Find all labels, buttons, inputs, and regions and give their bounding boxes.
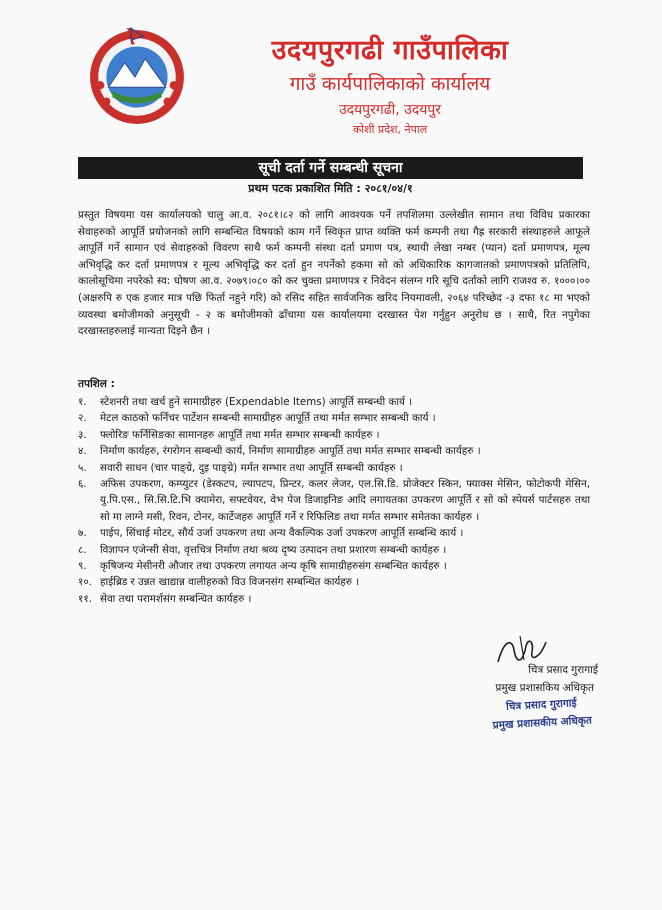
notice-title: सूची दर्ता गर्ने सम्बन्धी सूचना bbox=[78, 157, 583, 179]
office-province: कोशी प्रदेश, नेपाल bbox=[352, 123, 428, 136]
item-number: ८. bbox=[78, 543, 87, 556]
item-text: निर्माण कार्यहरु, रंगरोगन सम्बन्धी कार्य, निर्माण सामाग्रीहरु आपूर्ति तथा मर्मत सम्भार सम्बन्धी कार्यहरु । bbox=[100, 445, 481, 458]
items-list bbox=[78, 394, 590, 607]
signatory-title: प्रमुख प्रशासकिय अधिकृत bbox=[495, 682, 594, 694]
list-item bbox=[78, 460, 590, 476]
item-text: सवारी साधन (चार पाङ्ग्रे, दुइ पाङ्ग्रे) मर्मत सम्भार तथा आपूर्ति सम्बन्धी कार्यहरु । bbox=[100, 461, 403, 474]
item-number: २. bbox=[78, 412, 87, 425]
stamp-title: प्रमुख प्रशासकीय अधिकृत bbox=[492, 714, 593, 732]
item-text: कृषिजन्य मेसीनरी औजार तथा उपकरण लगायत अन्य कृषि सामाग्रीहरुसंग सम्बन्धित कार्यहरु । bbox=[100, 560, 447, 573]
item-number: ३. bbox=[78, 428, 87, 441]
item-text: अफिस उपकरण, कम्प्युटर (डेस्कटप, ल्यापटप, प्रिन्टर, कलर लेजर, एल.सि.डि. प्रोजेक्टर स्किन, फ्याक्स मेसिन, फोटोकपी मेसिन, यु.पि.एस., सि.सि.टि.भि क्यामेरा, सफ्टवेयर, वेभ पेज डिजाइनिङ आदि लगायतका उपकरण आपूर्ति र सो को स्पेयर्स पार्टसहरु तथा सो मा लाग्ने मसी, रिवन, टोनर, कार्टेजहरु आपूर्ति गर्ने र रिफिलिङ तथा मर्मत सम्भार समेतका कार्यहरु । bbox=[100, 478, 590, 523]
item-text: विज्ञापन एजेन्सी सेवा, वृत्तचित्र निर्माण तथा श्रव्य दृष्य उत्पादन तथा प्रशारण सम्बन्धी कार्यहरु । bbox=[100, 543, 447, 556]
item-number: १. bbox=[78, 396, 87, 408]
list-item bbox=[78, 558, 590, 574]
signatory-name: चित्र प्रसाद गुरागाई bbox=[528, 664, 598, 676]
org-name: उदयपुरगढी गाउँपालिका bbox=[271, 35, 509, 66]
office-location: उदयपुरगढी, उदयपुर bbox=[338, 102, 442, 118]
item-number: ११. bbox=[78, 592, 92, 605]
municipality-emblem-icon bbox=[86, 24, 188, 126]
list-item bbox=[78, 394, 590, 410]
item-number: ६. bbox=[78, 478, 87, 491]
list-item bbox=[78, 427, 590, 443]
item-text: स्टेशनरी तथा खर्च हुने सामाग्रीहरु (Expendable Items) आपूर्ति सम्बन्धी कार्य । bbox=[100, 396, 413, 408]
list-item bbox=[78, 591, 590, 607]
item-text: हाईब्रिड र उन्नत खाद्यान्न वालीहरुको विउ विजनसंग सम्बन्धित कार्यहरु । bbox=[100, 576, 360, 589]
item-text: पाईप, सिंचाई मोटर, सौर्य उर्जा उपकरण तथा अन्य वैकल्पिक उर्जा उपकरण आपूर्ति सम्बन्धि कार्य । bbox=[100, 527, 464, 540]
list-item bbox=[78, 443, 590, 459]
item-number: १०. bbox=[78, 576, 92, 589]
office-name: गाउँ कार्यपालिकाको कार्यालय bbox=[289, 73, 491, 95]
list-item bbox=[78, 542, 590, 558]
list-item bbox=[78, 476, 590, 525]
published-date: प्रथम पटक प्रकाशित मिति : २०८१/०४/१ bbox=[248, 182, 413, 195]
item-number: ७. bbox=[78, 527, 87, 540]
item-text: मेटल काठको फर्निचर पार्टेशन सम्बन्धी सामाग्रीहरु आपूर्ति तथा मर्मत सम्भार सम्बन्धी कार्य । bbox=[100, 412, 436, 425]
details-heading: तपशिल : bbox=[78, 378, 115, 390]
list-item bbox=[78, 574, 590, 590]
stamp-name: चित्र प्रसाद गुरागाई bbox=[505, 697, 577, 713]
notice-body: प्रस्तुत विषयमा यस कार्यालयको चालु आ.व. २०८१।८२ को लागि आवश्यक पर्ने तपशिलमा उल्लेखीत सामान तथा विविध प्रकारका सेवाहरुको आपूर्ति प्रयोजनको लागि सम्बन्धित विषयको काम गर्ने स्विकृत प्राप्त व्यक्ति फर्म कम्पनी तथा गैह्र सरकारी संस्थाहरुले आफूले आपूर्ति गर्ने सामान एवं सेवाहरुको विवरण साथै फर्म कम्पनी संस्था दर्ता प्रमाण पत्र, स्थायी लेखा नम्बर (प्यान) दर्ता प्रमाणपत्र, मूल्य अभिवृद्धि कर दर्ता प्रमाणपत्र र मूल्य अभिवृद्धि कर दर्ता हुन नपर्नेको हकमा सो को अधिकारिक कागजातको प्रमाणपत्रको प्रतिलिपि, कालोसूचिमा नपरेको स्व: घोषण आ.व. २०७९।०८० को कर चुक्ता प्रमाणपत्र र निवेदन संलग्न गरि सूचि दर्ताको लागि राजश्व रु. १०००।०० (अक्षरुपि रु एक हजार मात्र पछि फिर्ता नहुने गरि) को रसिद सहित सार्वजनिक खरिद नियमावली, २०६४ परिच्छेद -३ दफा १८ मा भएको व्यवस्था बमोजीमको अनुसूची - २ क बमोजीमको ढाँचामा यस कार्यालयमा दरखास्त पेश गर्नुहुन अनुरोध छ । साथै, रित नपुगेका दरखास्तहरुलाई मान्यता दिइने छैन । bbox=[78, 209, 590, 338]
item-number: ५. bbox=[78, 461, 87, 474]
item-number: ९. bbox=[78, 560, 87, 573]
list-item bbox=[78, 525, 590, 541]
item-text: फ्लोरिङ फर्निसिङका सामानहरु आपूर्ति तथा मर्मत सम्भार सम्बन्धी कार्यहरु । bbox=[100, 428, 380, 441]
item-text: सेवा तथा परामर्शसंग सम्बन्धित कार्यहरु । bbox=[100, 592, 252, 605]
official-stamp bbox=[477, 693, 607, 742]
list-item bbox=[78, 410, 590, 426]
item-number: ४. bbox=[78, 445, 87, 458]
